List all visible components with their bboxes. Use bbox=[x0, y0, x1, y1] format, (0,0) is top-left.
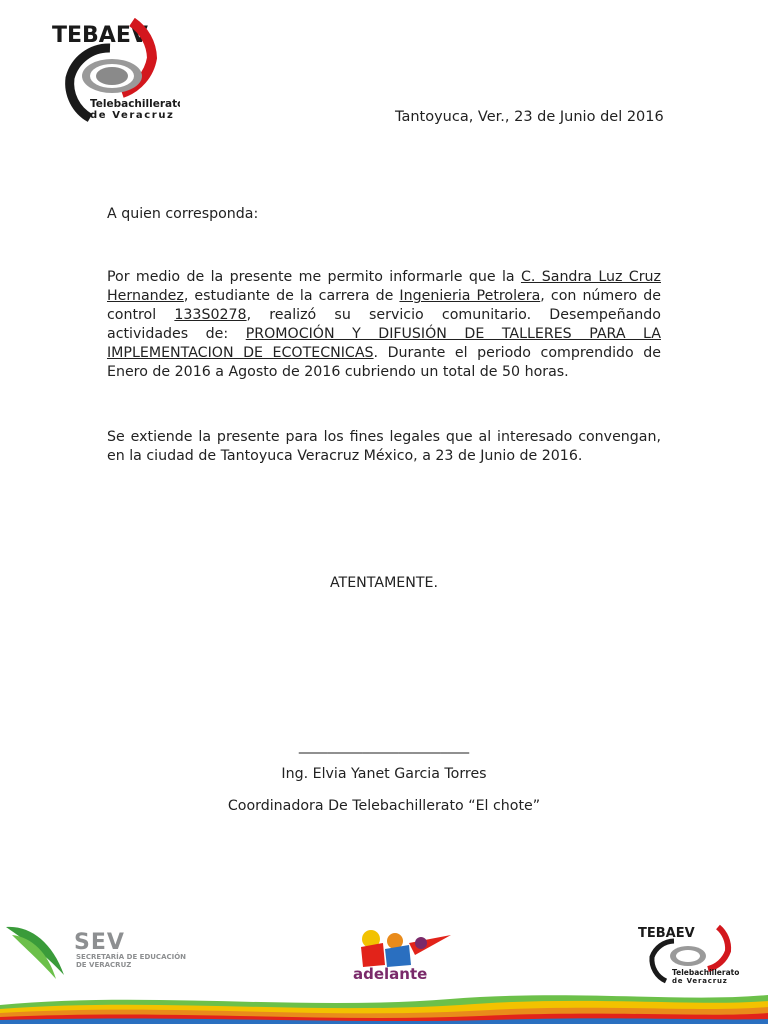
p1-text-4: , realizó su servicio comunitario. Desempeñando actividades de: bbox=[107, 307, 661, 342]
signer-role: Coordinadora De Telebachillerato “El chote” bbox=[227, 798, 541, 814]
date-line: Tantoyuca, Ver., 23 de Junio del 2016 bbox=[395, 109, 664, 125]
closing: ATENTAMENTE. bbox=[329, 575, 439, 591]
logo-sub2: de Veracruz bbox=[90, 110, 175, 121]
sev-leaf-icon bbox=[4, 923, 74, 983]
paragraph-1 bbox=[107, 268, 661, 382]
control-number: 133S0278 bbox=[174, 307, 247, 323]
footer-tebaev-logo bbox=[638, 923, 758, 989]
salutation: A quien corresponda: bbox=[107, 206, 259, 222]
student-name: C. Sandra Luz Cruz Hernandez bbox=[107, 269, 661, 304]
activity-name: PROMOCIÓN Y DIFUSIÓN DE TALLERES PARA LA IMPLEMENTACION DE ECOTECNICAS bbox=[107, 326, 661, 361]
p1-text-1: Por medio de la presente me permito informarle que la bbox=[107, 269, 521, 285]
sev-sub-line-2: DE VERACRUZ bbox=[76, 961, 132, 969]
p1-text-3: , con número de control bbox=[107, 288, 661, 323]
tebaev-logo bbox=[50, 18, 180, 126]
sev-subtitle bbox=[76, 953, 186, 969]
career-name: Ingenieria Petrolera bbox=[399, 288, 541, 304]
adelante-label: adelante bbox=[353, 965, 428, 983]
signer-name: Ing. Elvia Yanet Garcia Torres bbox=[281, 766, 487, 782]
sev-sub-line-1: SECRETARÍA DE EDUCACIÓN bbox=[76, 953, 187, 961]
signature-line: ________________________ bbox=[298, 738, 470, 754]
footer-rainbow-band bbox=[0, 985, 768, 1024]
p1-text-5: . Durante el periodo comprendido de Enero de 2016 a Agosto de 2016 cubriendo un total de 50 horas. bbox=[107, 345, 661, 380]
logo-title: TEBAEV bbox=[52, 23, 148, 48]
footer-tebaev-sub1: Telebachillerato bbox=[672, 968, 740, 977]
paragraph-2: Se extiende la presente para los fines legales que al interesado convengan, en la ciudad de Tantoyuca Veracruz México, a 23 de Junio de 2016. bbox=[107, 429, 661, 464]
footer-tebaev-title: TEBAEV bbox=[638, 926, 695, 941]
p1-text-2: , estudiante de la carrera de bbox=[183, 288, 400, 304]
sev-title: SEV bbox=[74, 930, 125, 955]
logo-sub1: Telebachillerato bbox=[90, 98, 180, 110]
footer-tebaev-sub2: de Veracruz bbox=[672, 977, 728, 985]
